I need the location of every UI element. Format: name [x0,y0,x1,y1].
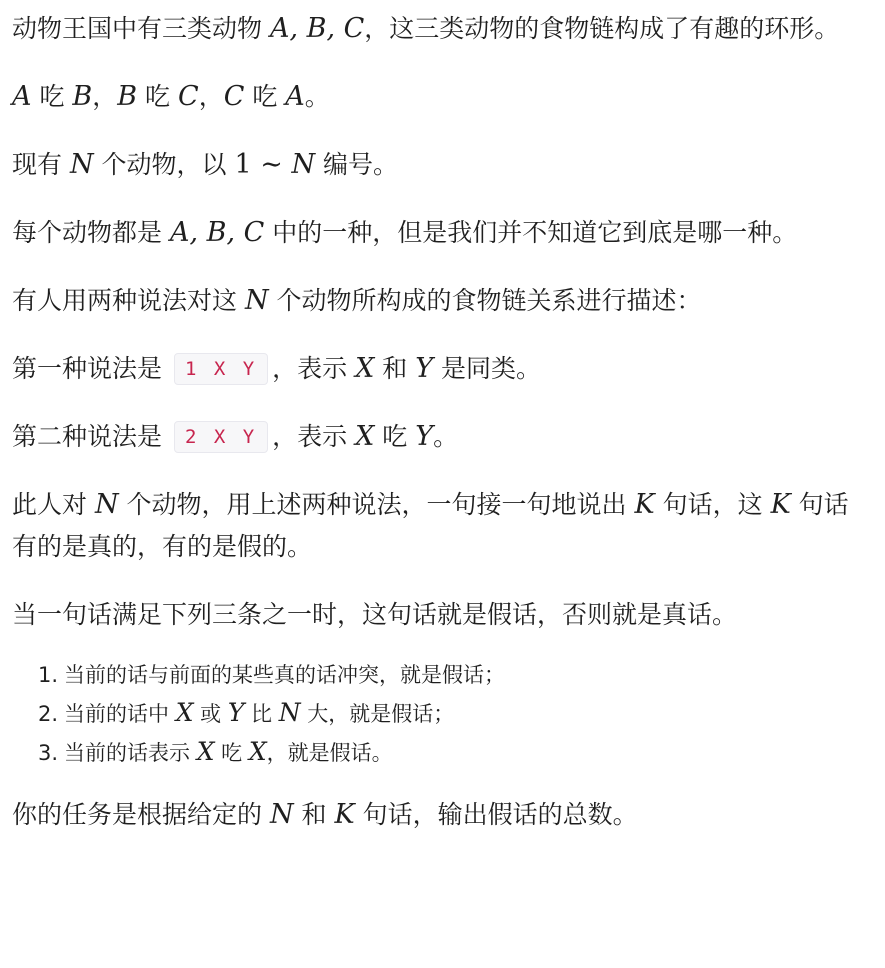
math-n: N [69,149,94,180]
math-c: C [223,81,245,112]
period: 。 [304,82,330,111]
math-k: K [770,489,791,520]
math-n: N [269,799,294,830]
math-x: X [196,737,215,766]
intro-text-2: ，这三类动物的食物链构成了有趣的环形。 [364,14,840,43]
describe-text-1: 有人用两种说法对这 [12,286,245,315]
second-text-3: 吃 [374,422,416,451]
speaker-paragraph [12,484,861,568]
describe-paragraph [12,280,861,322]
rule-text-post: 大，就是假话； [300,702,455,726]
math-b: B [117,81,138,112]
falsehood-text: 当一句话满足下列三条之一时，这句话就是假话，否则就是真话。 [12,600,738,629]
first-statement-paragraph [12,348,861,390]
math-abc: A, B, C [269,13,365,44]
math-x: X [355,421,375,452]
math-n: N [94,489,119,520]
first-text-4: 是同类。 [433,354,542,383]
first-text-2: ，表示 [272,354,356,383]
list-item [38,656,861,694]
each-text-1: 每个动物都是 [12,218,170,247]
task-text-1: 你的任务是根据给定的 [12,800,270,829]
task-text-3: 句话，输出假话的总数。 [354,800,638,829]
list-item [38,694,861,733]
food-chain-paragraph [12,76,861,118]
eats-text: 吃 [31,82,73,111]
math-k: K [634,489,655,520]
list-number: 1. [38,663,59,687]
math-range: 1 ∼ [234,149,292,180]
math-n: N [244,285,269,316]
second-text-2: ，表示 [272,422,356,451]
first-text-3: 和 [374,354,416,383]
numbering-text-2: 个动物，以 [93,150,235,179]
math-n: N [291,149,316,180]
rule-text-mid: 或 [193,702,228,726]
task-paragraph [12,794,861,836]
inline-code-2xy: 2 X Y [174,421,268,453]
math-y: Y [415,421,434,452]
eats-text: 吃 [244,82,286,111]
second-text-1: 第二种说法是 [12,422,170,451]
rule-text-mid: 比 [244,702,279,726]
math-c: C [178,81,199,112]
list-number: 2. [38,702,59,726]
math-b: B [72,81,93,112]
false-statement-rules-list [12,656,861,772]
first-text-1: 第一种说法是 [12,354,170,383]
speaker-text-3: 句话，这 [654,490,771,519]
speaker-text-4: 句话有的是真的，有的是假的。 [12,490,849,561]
speaker-text-1: 此人对 [12,490,95,519]
math-a: A [285,81,305,112]
describe-text-2: 个动物所构成的食物链关系进行描述： [268,286,702,315]
math-x: X [355,353,375,384]
separator: ， [92,82,118,111]
rule-text: 当前的话与前面的某些真的话冲突，就是假话； [64,663,505,687]
list-item [38,733,861,772]
math-k: K [334,799,355,830]
math-y: Y [415,353,434,384]
falsehood-paragraph [12,594,861,636]
rule-text-pre: 当前的话中 [64,702,176,726]
math-a: A [12,81,32,112]
intro-text-1: 动物王国中有三类动物 [12,14,270,43]
second-text-4: 。 [433,422,459,451]
eats-text: 吃 [137,82,179,111]
each-animal-paragraph [12,212,861,254]
math-n: N [278,698,301,727]
list-number: 3. [38,741,59,765]
math-x: X [248,737,267,766]
inline-code-1xy: 1 X Y [174,353,268,385]
numbering-text-1: 现有 [12,150,70,179]
math-abc: A, B, C [169,217,265,248]
rule-text-post: ，就是假话。 [266,741,393,765]
numbering-paragraph [12,144,861,186]
math-x: X [175,698,194,727]
intro-paragraph [12,8,861,50]
rule-text-pre: 当前的话表示 [64,741,197,765]
numbering-text-3: 编号。 [315,150,399,179]
each-text-2: 中的一种，但是我们并不知道它到底是哪一种。 [264,218,798,247]
task-text-2: 和 [293,800,335,829]
second-statement-paragraph [12,416,861,458]
separator: ， [198,82,224,111]
speaker-text-2: 个动物，用上述两种说法，一句接一句地说出 [118,490,635,519]
rule-text-mid: 吃 [214,741,249,765]
math-y: Y [227,698,245,727]
